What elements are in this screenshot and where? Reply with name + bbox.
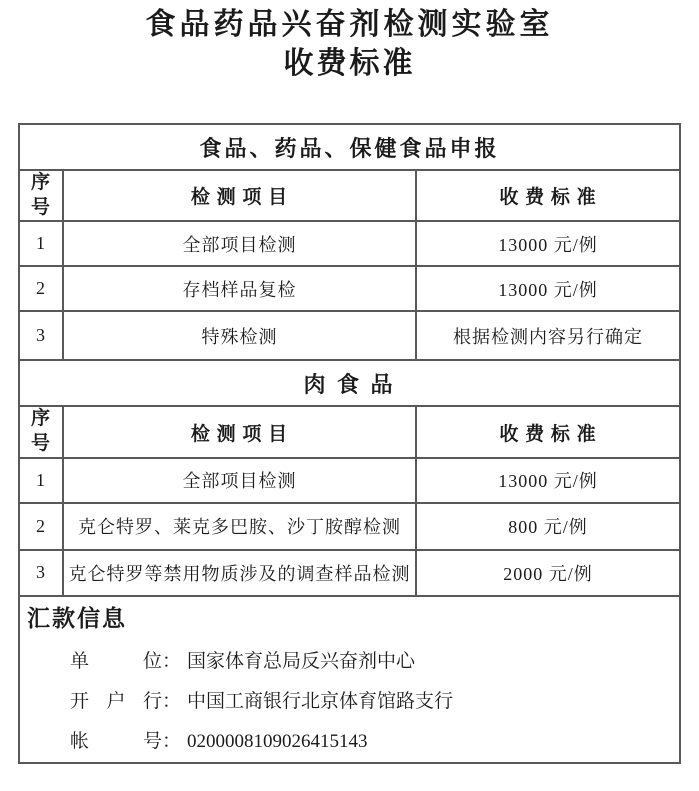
remittance-value: 中国工商银行北京体育馆路支行 [187,690,454,712]
table-row [19,221,680,266]
cell-fee: 2000 元/例 [416,550,680,596]
remittance-value: 国家体育总局反兴奋剂中心 [187,650,416,672]
table-row [19,503,680,550]
col-header-fee: 收 费 标 准 [416,170,680,221]
page-title-line1: 食品药品兴奋剂检测实验室 [145,8,554,41]
remittance-line-bank [70,682,679,722]
cell-no: 3 [19,311,63,360]
column-header-row [19,406,680,457]
page-title-line2: 收费标准 [283,47,416,80]
col-header-no [19,406,63,457]
remittance-lines [70,642,679,762]
cell-item: 存档样品复检 [63,266,416,311]
remittance-line-unit [70,642,679,682]
remittance-colon: ： [162,730,182,752]
page-title [0,4,699,82]
cell-item: 克仑特罗、莱克多巴胺、沙丁胺醇检测 [63,503,416,550]
cell-no: 3 [19,550,63,596]
col-header-fee: 收 费 标 准 [416,406,680,457]
remittance-cell [19,596,680,763]
remittance-colon: ： [162,650,182,672]
cell-fee: 13000 元/例 [416,221,680,266]
remittance-label: 单位 [70,650,162,672]
fee-table [18,123,681,764]
section-header-row [19,124,680,170]
table-row [19,550,680,596]
remittance-row [19,596,680,763]
remittance-heading: 汇款信息 [27,605,127,631]
cell-item: 特殊检测 [63,311,416,360]
col-header-no-label: 序号 [30,172,51,218]
cell-fee: 根据检测内容另行确定 [416,311,680,360]
col-header-item: 检 测 项 目 [63,406,416,457]
table-row [19,458,680,503]
section-header: 肉 食 品 [19,360,680,406]
remittance-label: 帐号 [70,730,162,752]
column-header-row [19,170,680,221]
remittance-colon: ： [162,690,182,712]
remittance-label: 开户行 [70,690,162,712]
cell-item: 全部项目检测 [63,458,416,503]
table-row [19,311,680,360]
cell-fee: 800 元/例 [416,503,680,550]
cell-fee: 13000 元/例 [416,458,680,503]
table-row [19,266,680,311]
cell-item: 克仑特罗等禁用物质涉及的调查样品检测 [63,550,416,596]
col-header-no [19,170,63,221]
cell-item: 全部项目检测 [63,221,416,266]
col-header-no-label: 序号 [30,408,51,455]
col-header-item: 检 测 项 目 [63,170,416,221]
cell-no: 2 [19,266,63,311]
cell-no: 1 [19,221,63,266]
remittance-line-account [70,722,679,762]
cell-no: 2 [19,503,63,550]
cell-no: 1 [19,458,63,503]
cell-fee: 13000 元/例 [416,266,680,311]
section-header: 食品、药品、保健食品申报 [19,124,680,170]
remittance-value: 0200008109026415143 [187,730,368,752]
section-header-row [19,360,680,406]
